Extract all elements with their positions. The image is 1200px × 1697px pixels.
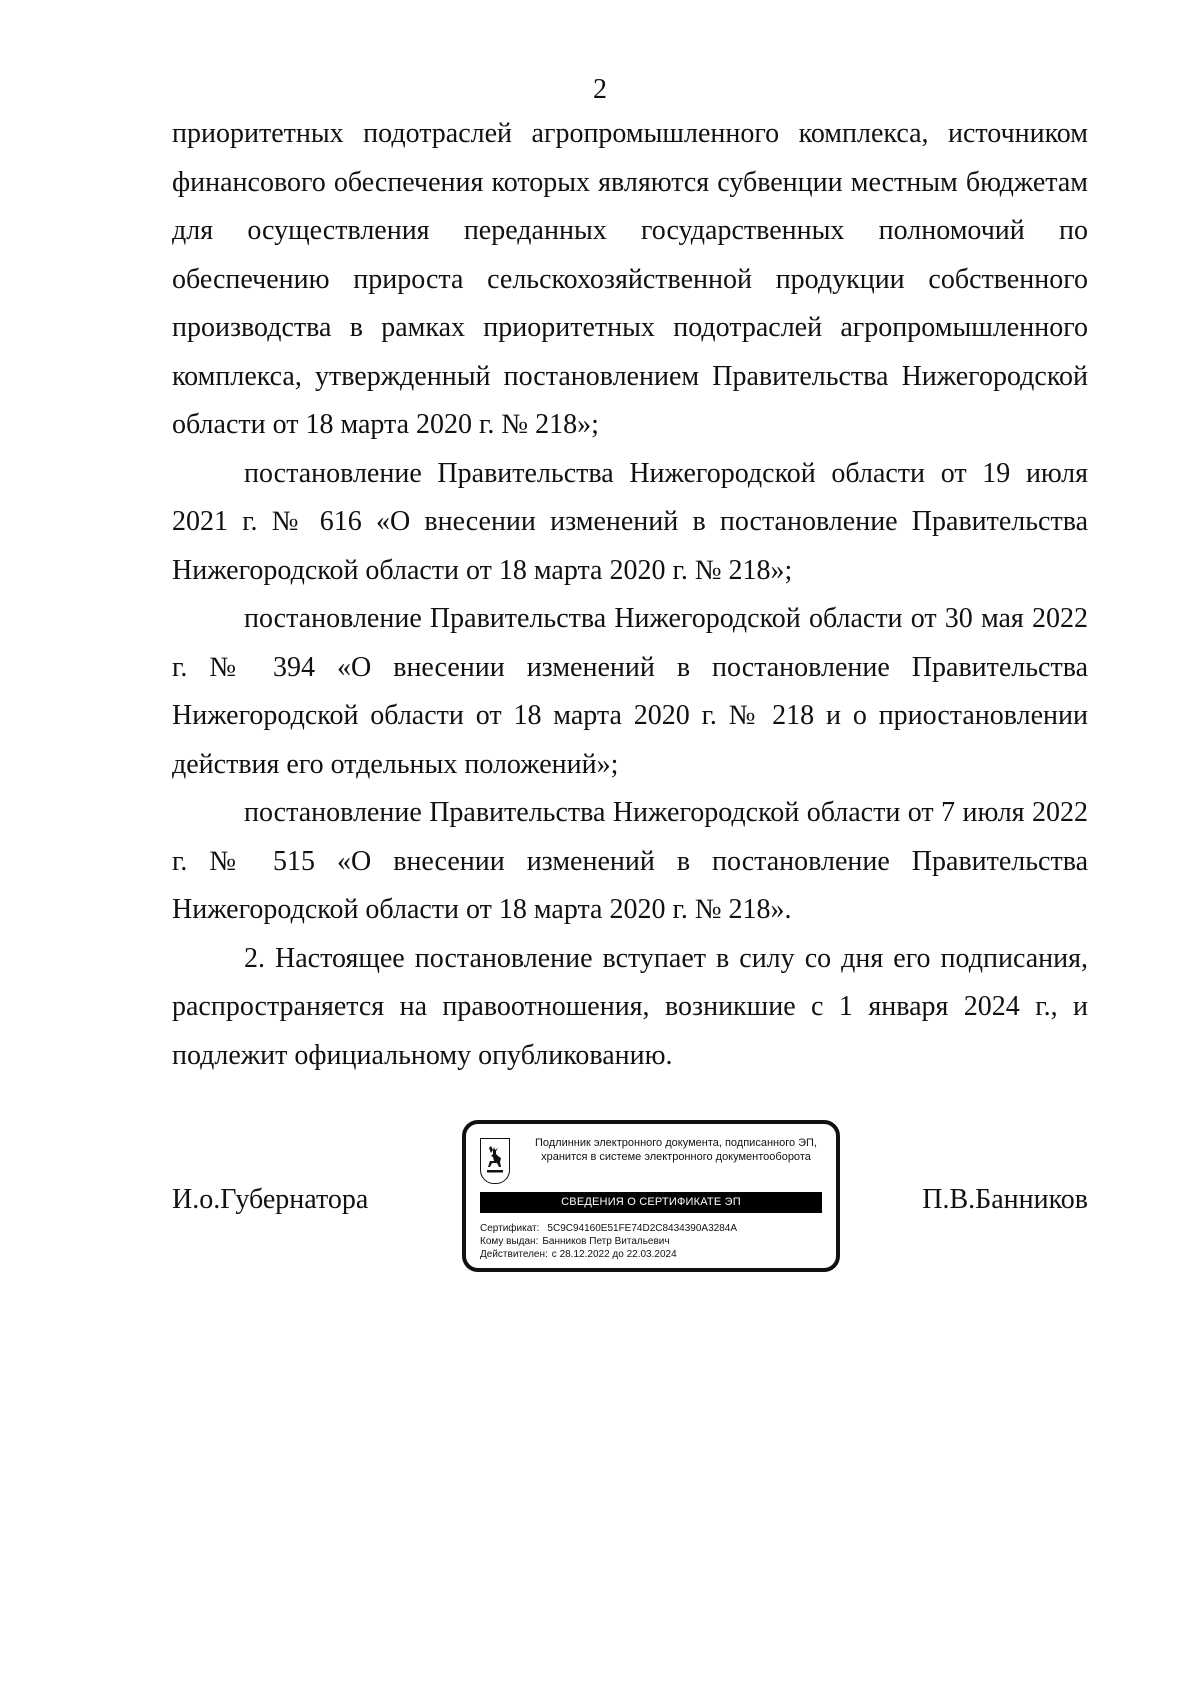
certificate-value: 5C9C94160E51FE74D2C8434390A3284A <box>547 1223 737 1234</box>
issued-to-row <box>480 1235 737 1248</box>
deer-emblem-svg <box>484 1145 506 1177</box>
stamp-header-line: хранится в системе электронного документооборота <box>541 1151 811 1163</box>
valid-label: Действителен: <box>480 1249 548 1260</box>
paragraph-resolution-616: постановление Правительства Нижегородской области от 19 июля 2021 г. № 616 «О внесении изменений в постановление Правительства Нижегородской области от 18 марта 2020 г. № 218»; <box>172 457 1088 586</box>
page-number: 2 <box>593 74 607 105</box>
deer-emblem-icon <box>480 1138 510 1184</box>
electronic-signature-stamp <box>462 1120 840 1272</box>
signature-block <box>172 1120 1088 1320</box>
issued-to-label: Кому выдан: <box>480 1236 539 1247</box>
valid-value: с 28.12.2022 до 22.03.2024 <box>551 1249 677 1260</box>
issued-to-value: Банников Петр Витальевич <box>542 1236 670 1247</box>
stamp-header <box>518 1136 834 1164</box>
stamp-header-line: Подлинник электронного документа, подписанного ЭП, <box>534 1137 818 1149</box>
document-body <box>172 110 1088 1080</box>
signatory-title: И.о.Губернатора <box>172 1184 369 1215</box>
signatory-name: П.В.Банников <box>922 1184 1088 1215</box>
certificate-info-bar: СВЕДЕНИЯ О СЕРТИФИКАТЕ ЭП <box>480 1192 822 1213</box>
paragraph-effective-date: 2. Настоящее постановление вступает в силу со дня его подписания, распространяется на правоотношения, возникшие с 1 января 2024 г., и подлежит официальному опубликованию. <box>172 942 1088 1071</box>
valid-row <box>480 1248 737 1261</box>
certificate-row <box>480 1222 737 1235</box>
paragraph-continuation: приоритетных подотраслей агропромышленного комплекса, источником финансового обеспечения которых являются субвенции местным бюджетам для осуществления переданных государственных полномочий по обеспечению прироста сельскохозяйственной продукции собственного производства в рамках приоритетных подотраслей агропромышленного комплекса, утвержденный постановлением Правительства Нижегородской области от 18 марта 2020 г. № 218»; <box>172 118 1088 440</box>
certificate-label: Сертификат: <box>480 1223 540 1234</box>
paragraph-resolution-394: постановление Правительства Нижегородской области от 30 мая 2022 г. № 394 «О внесении изменений в постановление Правительства Нижегородской области от 18 марта 2020 г. № 218 и о приостановлении действия его отдельных положений»; <box>172 603 1088 780</box>
paragraph-resolution-515: постановление Правительства Нижегородской области от 7 июля 2022 г. № 515 «О внесении изменений в постановление Правительства Нижегородской области от 18 марта 2020 г. № 218». <box>172 797 1088 925</box>
certificate-details <box>480 1222 737 1261</box>
